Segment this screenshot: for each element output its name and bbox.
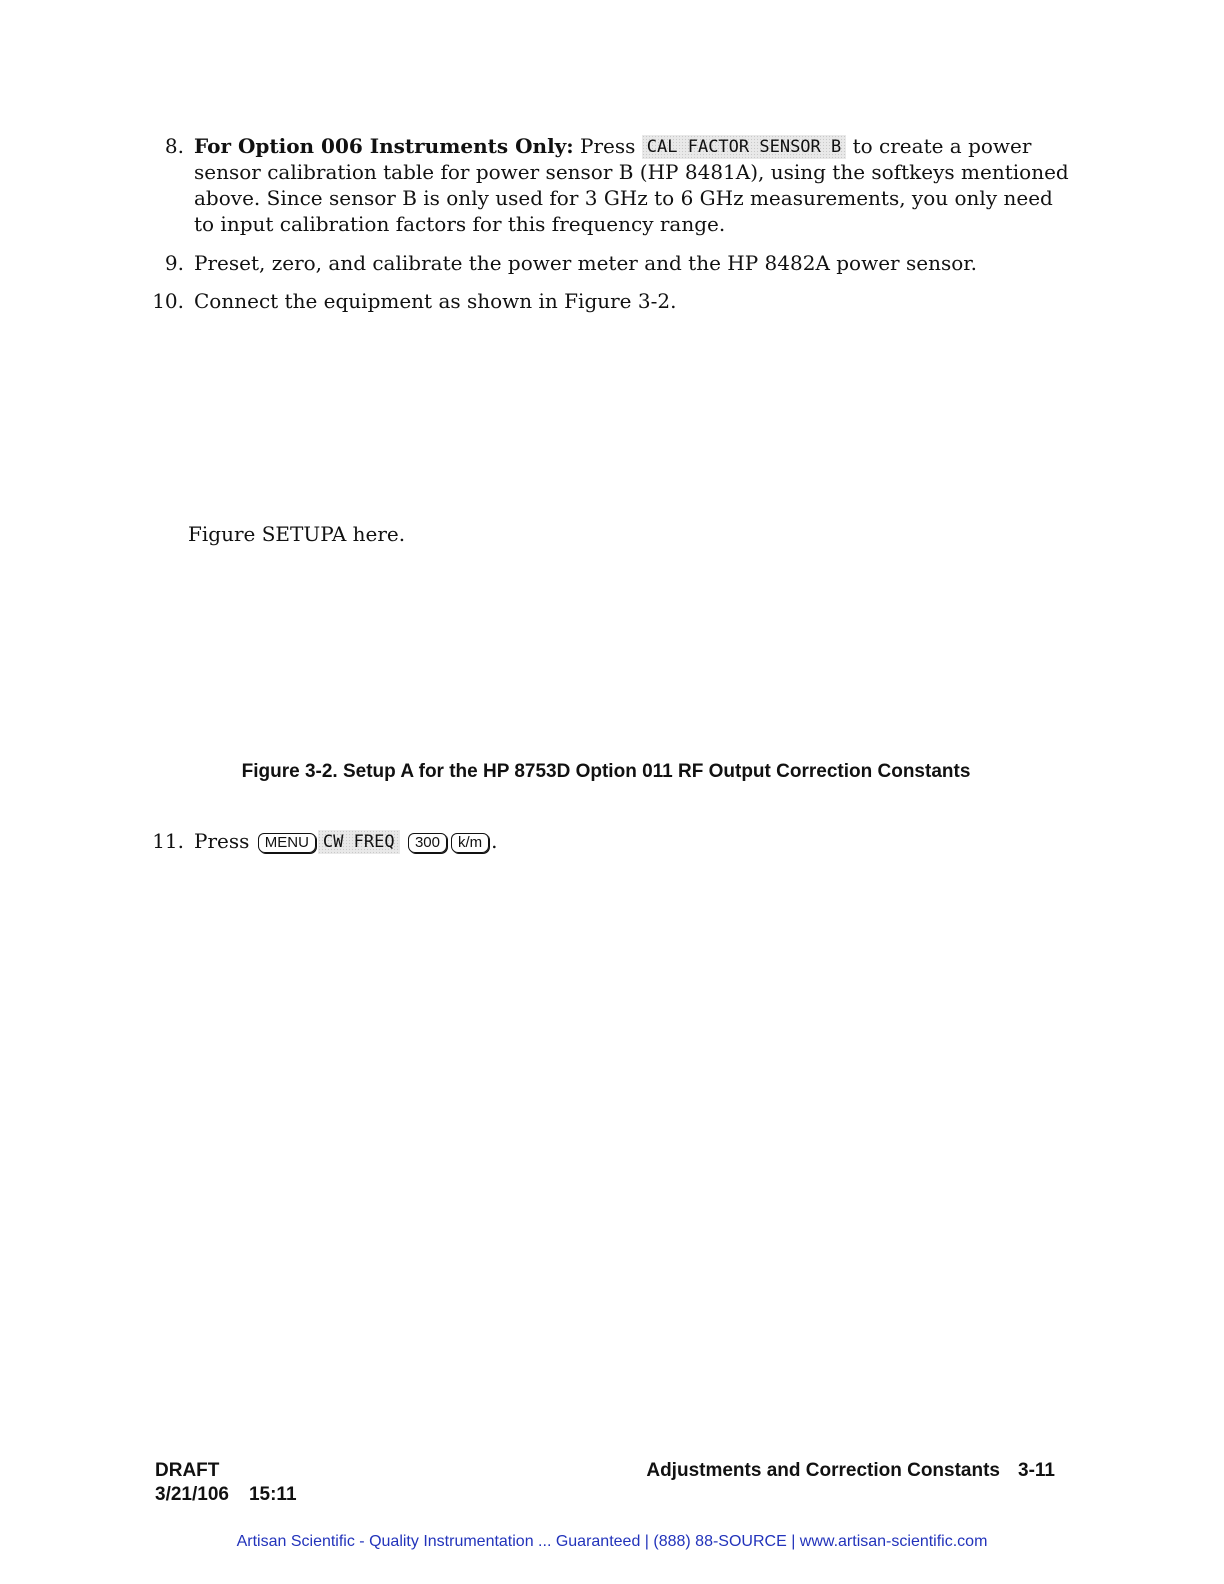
page-number: 3-11 <box>1018 1460 1055 1481</box>
step-text: Preset, zero, and calibrate the power meter and the HP 8482A power sensor. <box>194 251 977 275</box>
value-300-key[interactable]: 300 <box>408 833 447 853</box>
option-006-heading: For Option 006 Instruments Only: <box>194 134 574 158</box>
step-text-segment: . <box>491 829 498 853</box>
k-m-unit-key[interactable]: k/m <box>451 833 489 853</box>
step-text <box>194 133 1070 237</box>
footer-date <box>155 1483 297 1507</box>
time-text: 15:11 <box>248 1484 297 1505</box>
menu-key[interactable]: MENU <box>258 833 316 853</box>
cw-freq-softkey[interactable]: CW FREQ <box>318 830 400 854</box>
figure-placeholder: Figure SETUPA here. <box>188 522 406 546</box>
cal-factor-sensor-b-softkey[interactable]: CAL FACTOR SENSOR B <box>642 135 846 159</box>
figure-caption <box>0 761 1224 783</box>
step-number: 8. <box>164 134 184 158</box>
footer-right <box>646 1459 1055 1483</box>
step-8 <box>150 133 1070 237</box>
step-number: 10. <box>152 289 184 313</box>
step-number: 9. <box>164 251 184 275</box>
draft-label: DRAFT <box>155 1460 220 1481</box>
date-text: 3/21/106 <box>155 1484 229 1505</box>
step-11 <box>150 828 1070 854</box>
artisan-banner[interactable] <box>0 1533 1224 1551</box>
step-text-segment: to create a power sensor calibration table for power sensor B (HP 8481A), using the softkeys mentioned above. Since sensor B is only used for 3 GHz to 6 GHz measurements, you only need to input calibration factors for this frequency range. <box>194 134 1069 236</box>
section-title: Adjustments and Correction Constants <box>646 1460 1001 1481</box>
step-text: Connect the equipment as shown in Figure 3-2. <box>194 289 677 313</box>
step-9 <box>150 250 1070 276</box>
banner-text[interactable]: Artisan Scientific - Quality Instrumentation ... Guaranteed | (888) 88-SOURCE | www.artisan-scientific.com <box>236 1533 988 1550</box>
step-text-segment: Press <box>573 134 642 158</box>
step-text-segment: Press <box>194 829 256 853</box>
step-text <box>194 828 1070 854</box>
step-number: 11. <box>152 829 184 853</box>
footer-left <box>155 1459 297 1507</box>
step-10 <box>150 288 1070 314</box>
figure-caption-text: Figure 3-2. Setup A for the HP 8753D Option 011 RF Output Correction Constants <box>241 761 971 782</box>
